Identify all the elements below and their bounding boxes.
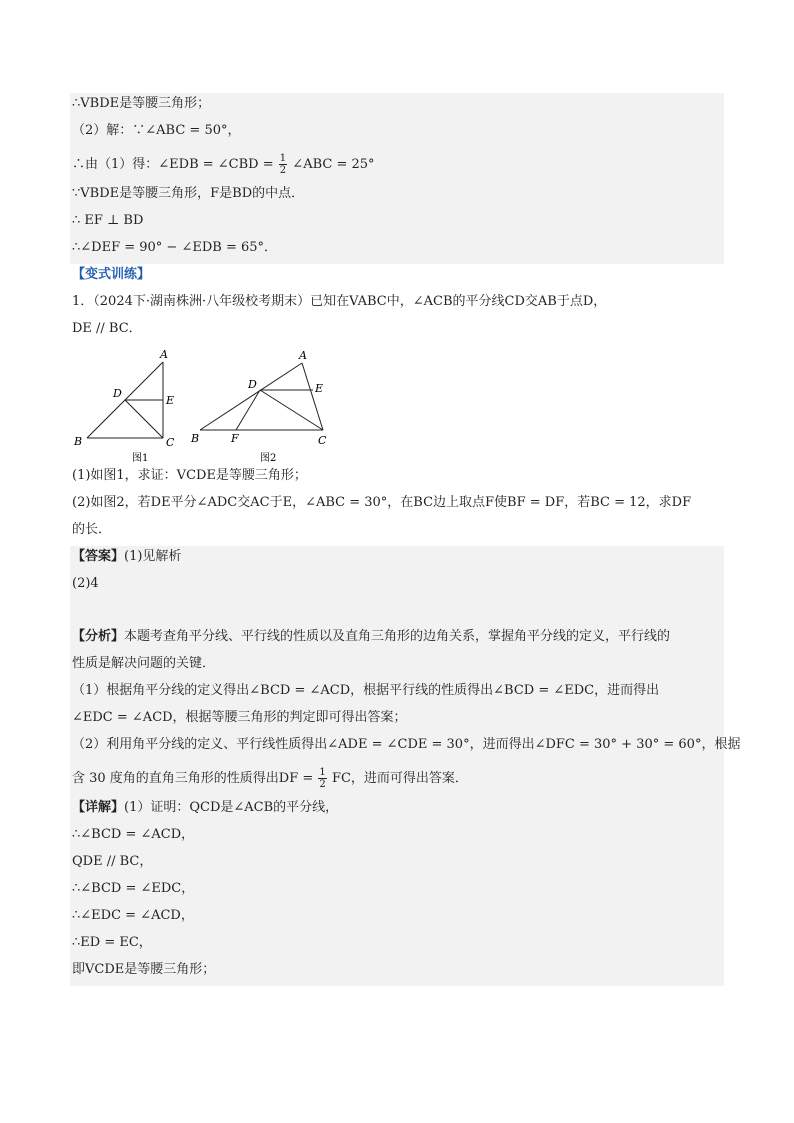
detail-line-2: ∴∠BCD = ∠ACD，: [70, 824, 724, 851]
figure-2: [200, 363, 323, 430]
fraction-half: [279, 153, 287, 176]
fig2-label-e: E: [315, 382, 324, 395]
analysis-line-2: 性质是解决问题的关键．: [70, 653, 724, 680]
analysis-line-5: （2）利用角平分线的定义、平行线性质得出∠ADE = ∠CDE = 30°，进而得出∠DFC = 30° + 30° = 60°，根据: [70, 734, 724, 761]
fig2-segment-ac: [302, 363, 323, 430]
detail-label: 【详解】: [72, 800, 125, 815]
figures-svg: [70, 345, 350, 465]
question-2b: 的长．: [72, 522, 112, 537]
detail-line-3: QDE // BC，: [70, 851, 724, 878]
detail-line-6: ∴ED = EC，: [70, 932, 724, 959]
document-page: [70, 93, 741, 986]
solution-line-2: （2）解：∵∠ABC = 50°，: [70, 120, 724, 147]
analysis-text-1: 本题考查角平分线、平行线的性质以及直角三角形的边角关系，掌握角平分线的定义，平行线的: [124, 629, 671, 644]
fig1-label-d: D: [113, 387, 122, 400]
geometry-figures: [70, 345, 724, 465]
question-1: (1)如图1，求证：VCDE是等腰三角形；: [72, 468, 307, 483]
detail-line-7: 即VCDE是等腰三角形；: [70, 959, 724, 986]
answer-line-1: [70, 546, 724, 573]
analysis-line-4: ∠EDC = ∠ACD，根据等腰三角形的判定即可得出答案；: [70, 707, 724, 734]
fig1-label-e: E: [166, 394, 175, 407]
fig2-segment-dc: [260, 390, 323, 430]
fig2-label-b: B: [191, 432, 200, 445]
analysis-line-1: [70, 626, 724, 653]
figure-1: [87, 362, 163, 438]
detail-line-1: [70, 797, 724, 824]
answer-line-2: (2)4: [70, 573, 724, 600]
fraction-denominator-2: 2: [319, 779, 326, 790]
fig2-label-a: A: [299, 349, 307, 362]
detail-line-5: ∴∠EDC = ∠ACD，: [70, 905, 724, 932]
solution-line-5: ∴ EF ⊥ BD: [70, 210, 724, 237]
fig2-segment-df: [236, 390, 260, 430]
solution-line-1: ∴VBDE是等腰三角形；: [70, 93, 724, 120]
analysis-text-6a: 含 30 度角的直角三角形的性质得出DF =: [72, 771, 314, 786]
fig2-caption: 图2: [260, 453, 277, 464]
detail-line-4: ∴∠BCD = ∠EDC，: [70, 878, 724, 905]
solution-line-4: ∵VBDE是等腰三角形，F是BD的中点．: [70, 183, 724, 210]
fig1-label-c: C: [166, 436, 175, 449]
fig1-label-b: B: [74, 435, 83, 448]
section-title-variant-training: 【变式训练】: [72, 267, 151, 282]
problem-line-2: DE // BC．: [72, 321, 142, 336]
fig2-segment-ba: [200, 363, 302, 430]
fraction-half-2: [318, 767, 326, 790]
problem-line-1: 1．（2024下·湖南株洲·八年级校考期末）已知在VABC中，∠ACB的平分线CD交AB于点D，: [72, 294, 607, 309]
solution-line-6: ∴∠DEF = 90° − ∠EDB = 65°．: [70, 237, 724, 264]
fraction-denominator: 2: [279, 165, 287, 176]
fig2-label-f: F: [231, 432, 239, 445]
answer-1: (1)见解析: [124, 549, 182, 564]
detail-text-1: (1）证明：QCD是∠ACB的平分线，: [124, 800, 339, 815]
analysis-text-6b: FC，进而可得出答案．: [331, 771, 468, 786]
answer-spacer: [70, 600, 724, 626]
fig1-label-a: A: [160, 348, 168, 361]
solution-line-3: [70, 147, 724, 183]
question-2a: (2)如图2，若DE平分∠ADC交AC于E，∠ABC = 30°，在BC边上取点F使BF = DF，若BC = 12，求DF: [72, 495, 692, 510]
answer-label: 【答案】: [72, 549, 125, 564]
solution-line-3b: ∠ABC = 25°: [292, 157, 375, 172]
analysis-line-6: [70, 761, 724, 797]
fraction-numerator: 1: [279, 153, 287, 164]
fig1-segment-dc: [125, 400, 163, 438]
analysis-line-3: （1）根据角平分线的定义得出∠BCD = ∠ACD，根据平行线的性质得出∠BCD = ∠EDC，进而得出: [70, 680, 724, 707]
fraction-numerator-2: 1: [319, 767, 326, 778]
fig1-caption: 图1: [132, 453, 149, 464]
solution-line-3a: ∴由（1）得：∠EDB = ∠CBD =: [72, 157, 274, 172]
fig2-label-d: D: [248, 378, 257, 391]
fig2-label-c: C: [318, 434, 327, 447]
analysis-label: 【分析】: [72, 629, 125, 644]
